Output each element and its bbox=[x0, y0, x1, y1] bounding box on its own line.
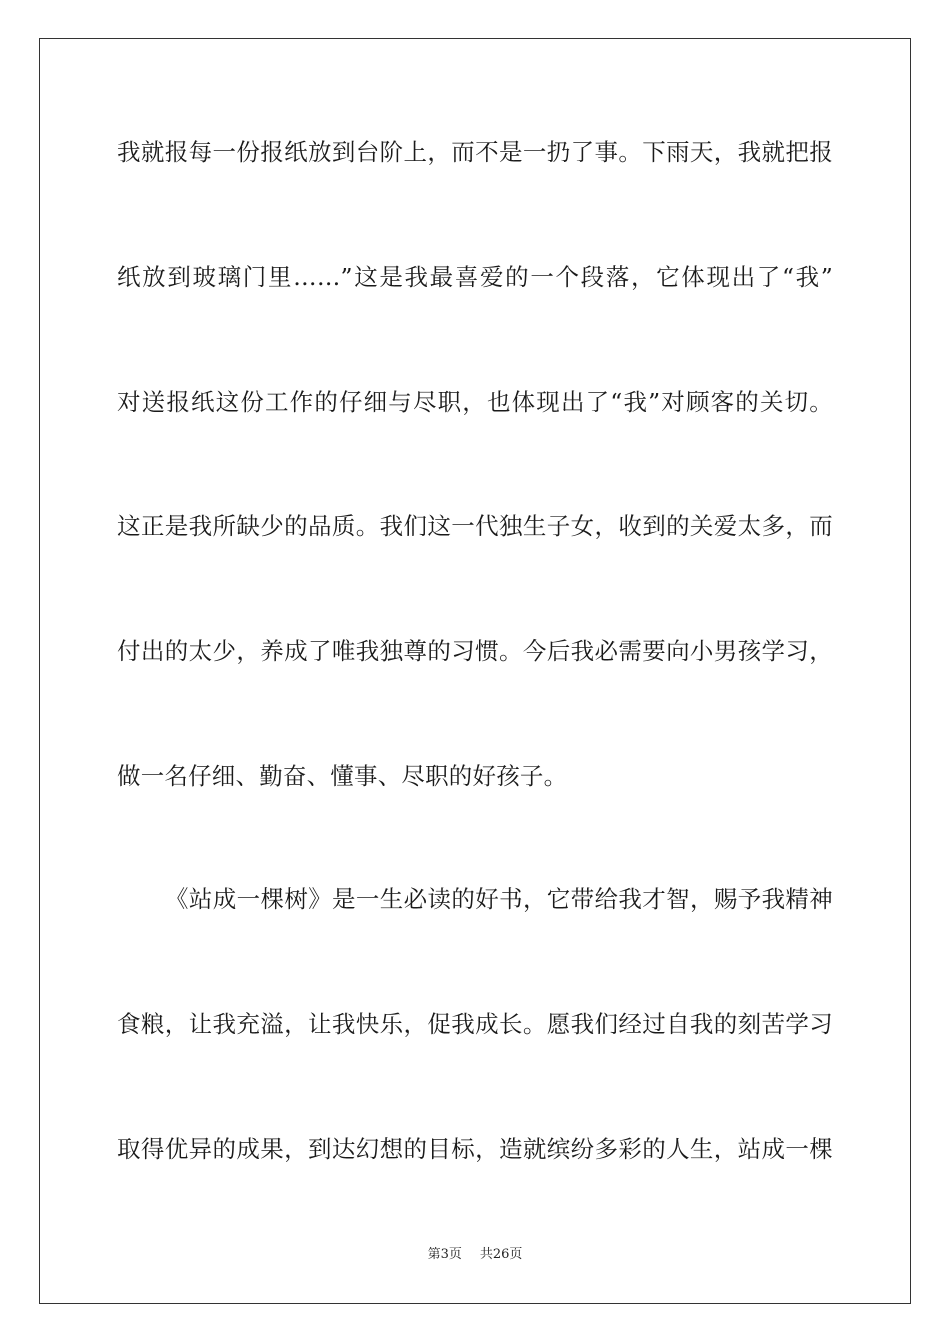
text-line-8: 食粮，让我充溢，让我快乐，促我成长。愿我们经过自我的刻苦学习 bbox=[117, 1010, 833, 1038]
text-line-7: 《站成一棵树》是一生必读的好书，它带给我才智，赐予我精神 bbox=[165, 885, 833, 913]
text-line-4: 这正是我所缺少的品质。我们这一代独生子女，收到的关爱太多，而 bbox=[117, 512, 833, 540]
page-border bbox=[39, 38, 911, 1304]
text-line-3: 对送报纸这份工作的仔细与尽职，也体现出了“我”对顾客的关切。 bbox=[117, 388, 833, 416]
text-line-9: 取得优异的成果，到达幻想的目标，造就缤纷多彩的人生，站成一棵 bbox=[117, 1135, 833, 1163]
text-line-2: 纸放到玻璃门里……”这是我最喜爱的一个段落，它体现出了“我” bbox=[117, 263, 833, 291]
page-footer bbox=[0, 1246, 950, 1264]
text-line-1: 我就报每一份报纸放到台阶上，而不是一扔了事。下雨天，我就把报 bbox=[117, 138, 833, 166]
page-number: 第3页 bbox=[427, 1247, 462, 1262]
text-line-5: 付出的太少，养成了唯我独尊的习惯。今后我必需要向小男孩学习， bbox=[117, 637, 833, 665]
text-line-6: 做一名仔细、勤奋、懂事、尽职的好孩子。 bbox=[117, 762, 568, 790]
page-total: 共26页 bbox=[479, 1247, 523, 1262]
